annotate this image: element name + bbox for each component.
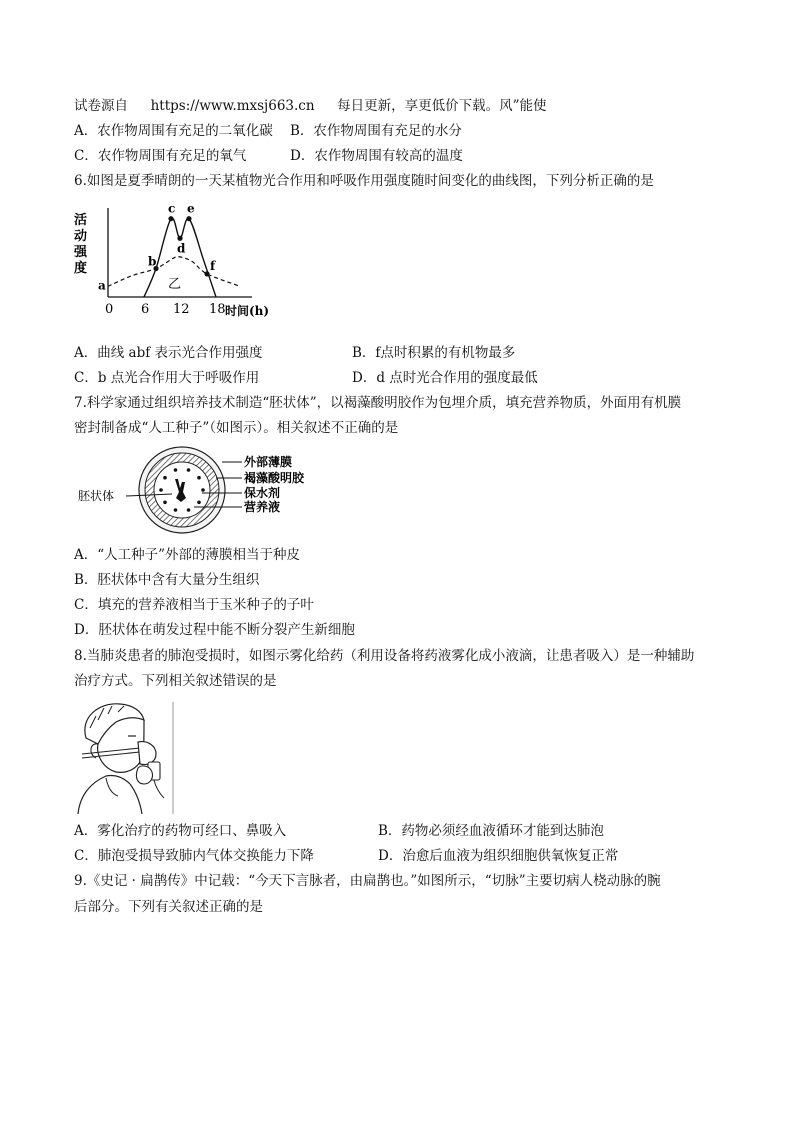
q7-artificial-seed-diagram: [74, 446, 324, 536]
label-water-retainer: 保水剂: [244, 486, 281, 500]
q7-option-a: A．“人工种子”外部的薄膜相当于种皮: [74, 547, 301, 563]
q8-option-d: D．治愈后血液为组织细胞供氧恢复正常: [378, 848, 619, 864]
source-label: 试卷源自: [74, 98, 128, 114]
q8-stem-line2: 治疗方式。下列相关叙述错误的是: [74, 673, 277, 689]
q8-option-a: A．雾化治疗的药物可经口、鼻吸入: [74, 823, 287, 839]
point-label-e: e: [187, 201, 195, 216]
q6-stem: 6.如图是夏季晴朗的一天某植物光合作用和呼吸作用强度随时间变化的曲线图，下列分析正确的是: [74, 173, 654, 189]
point-c-marker: [168, 216, 173, 221]
point-e-marker: [186, 216, 191, 221]
q8-nebulizer-illustration: [72, 698, 182, 816]
x-axis-label: 时间(h): [225, 304, 270, 318]
header-line: [74, 96, 547, 116]
q5-option-c: C．农作物周围有充足的氧气: [74, 148, 247, 164]
label-nutrient-solution: 营养液: [244, 500, 281, 514]
point-label-d: d: [177, 241, 186, 256]
point-d-marker: [177, 236, 182, 241]
q7-stem-line1: 7.科学家通过组织培养技术制造“胚状体”，以褐藻酸明胶作为包埋介质，填充营养物质，外面用有机膜: [74, 395, 682, 411]
q6-option-a: A．曲线 abf 表示光合作用强度: [74, 345, 263, 361]
q6-activity-chart: [70, 200, 290, 328]
water-retention-dot: [159, 488, 163, 492]
embryoid-label: 胚状体: [78, 489, 115, 503]
water-retention-dot: [197, 501, 201, 505]
q8-option-c: C．肺泡受损导致肺内气体交换能力下降: [74, 848, 314, 864]
q8-option-b: B．药物必须经血液循环才能到达肺泡: [378, 823, 604, 839]
q6-option-d: D．d 点时光合作用的强度最低: [352, 370, 538, 386]
q5-option-d: D．农作物周围有较高的温度: [290, 148, 463, 164]
water-retention-dot: [187, 468, 191, 472]
x-tick-label: 6: [141, 302, 150, 317]
y-axis-label-char: 强: [74, 245, 88, 260]
curve-label-yi: 乙: [168, 277, 182, 292]
water-retention-dot: [174, 468, 178, 472]
q6-option-c: C．b 点光合作用大于呼吸作用: [74, 370, 260, 386]
x-tick-label: 12: [173, 302, 190, 317]
point-label-a: a: [98, 278, 106, 293]
q9-stem-line1: 9.《史记 · 扁鹊传》中记载：“今天下言脉者，由扁鹊也。”如图所示，“切脉”主要切病人桡动脉的腕: [74, 873, 661, 889]
label-outer-membrane: 外部薄膜: [244, 455, 293, 469]
water-retention-dot: [187, 508, 191, 512]
point-label-f: f: [210, 258, 216, 273]
q5-option-b: B．农作物周围有充足的水分: [290, 123, 462, 139]
x-tick-label: 18: [209, 302, 226, 317]
x-tick-label: 0: [105, 302, 114, 317]
y-axis-label-char: 活: [74, 213, 88, 228]
q7-option-d: D．胚状体在萌发过程中能不断分裂产生新细胞: [74, 622, 355, 638]
label-alginate-gel: 褐藻酸明胶: [244, 471, 305, 485]
y-axis-label-char: 度: [74, 261, 88, 276]
q7-option-b: B．胚状体中含有大量分生组织: [74, 572, 260, 588]
q7-stem-line2: 密封制备成“人工种子”（如图示）。相关叙述不正确的是: [74, 420, 399, 436]
water-retention-dot: [163, 476, 167, 480]
y-axis-label-char: 动: [74, 229, 88, 244]
q9-stem-line2: 后部分。下列有关叙述正确的是: [74, 899, 263, 915]
q5-option-a: A．农作物周围有充足的二氧化碳: [74, 123, 273, 139]
water-retention-dot: [201, 488, 205, 492]
q7-option-c: C．填充的营养液相当于玉米种子的子叶: [74, 597, 314, 613]
point-label-c: c: [168, 201, 176, 216]
water-retention-dot: [163, 501, 167, 505]
q8-stem-line1: 8.当肺炎患者的肺泡受损时，如图示雾化给药（利用设备将药液雾化成小液滴，让患者吸入）是一种辅助: [74, 648, 695, 664]
source-url[interactable]: https://www.mxsj663.cn: [150, 98, 315, 114]
point-label-b: b: [148, 254, 157, 269]
water-retention-dot: [197, 476, 201, 480]
q6-option-b: B．f点时积累的有机物最多: [352, 345, 516, 361]
point-f-marker: [204, 271, 209, 276]
header-slogan: 每日更新，享更低价下载。风”能使: [337, 98, 547, 114]
water-retention-dot: [174, 508, 178, 512]
